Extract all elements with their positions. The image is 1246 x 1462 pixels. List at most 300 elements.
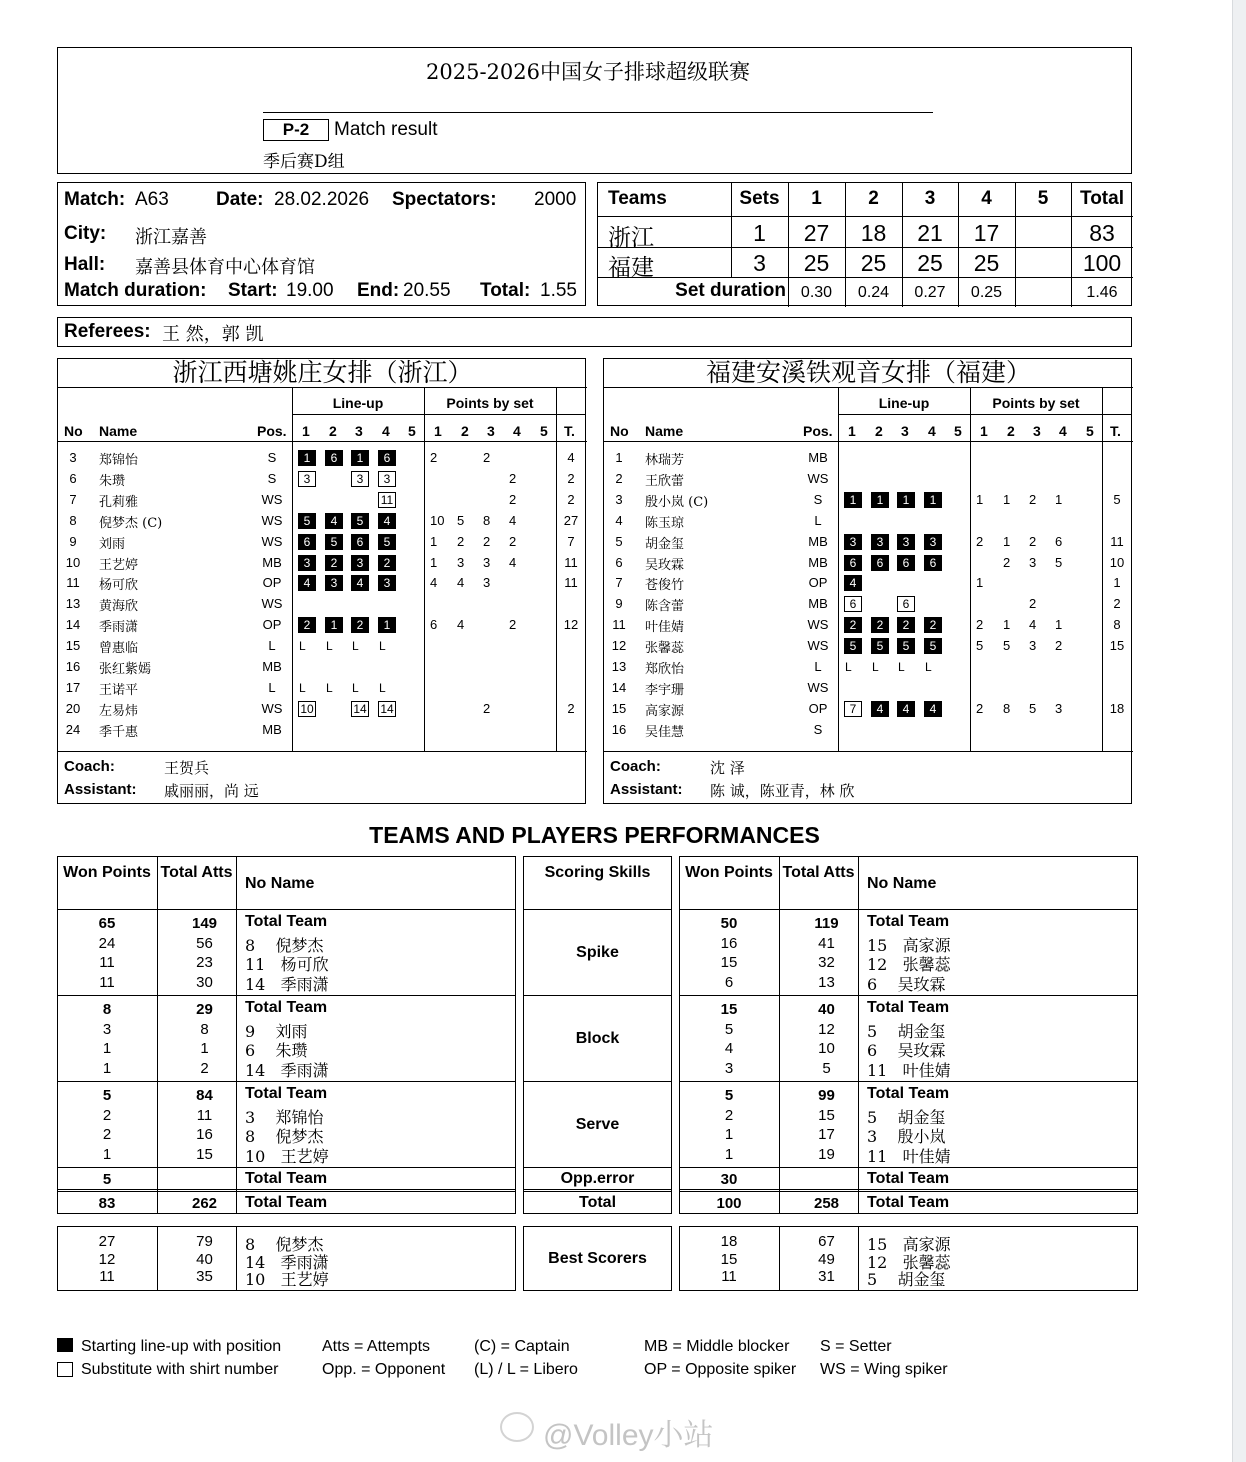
- set-header: 5: [954, 423, 962, 439]
- start-label: Start:: [228, 280, 278, 301]
- score-table: [597, 182, 1132, 306]
- match-label: Match:: [64, 189, 126, 210]
- total-atts: 149: [191, 915, 218, 932]
- score-cell: 18: [860, 220, 887, 246]
- player-position: L: [268, 638, 276, 654]
- player-name: 郑锦怡: [99, 453, 139, 468]
- set-points: 10: [430, 512, 445, 528]
- no-name-header: No Name: [867, 875, 937, 892]
- player-number: 14: [611, 679, 627, 695]
- player-position: S: [267, 450, 277, 465]
- set-points: 2: [509, 470, 517, 486]
- libero-mark: L: [326, 639, 333, 654]
- starting-position-box: 6: [351, 534, 369, 550]
- player-position: MB: [262, 554, 282, 570]
- won-points: 15: [720, 1001, 738, 1018]
- legend-mb: MB = Middle blocker: [644, 1338, 790, 1355]
- player-row: [58, 595, 587, 615]
- player-position: WS: [261, 491, 283, 507]
- perf-line: [523, 1191, 672, 1192]
- set-points: 2: [483, 533, 491, 549]
- player-entry: 8 倪梦杰: [245, 935, 324, 955]
- player-row: [604, 574, 1133, 594]
- player-entry: 14 季雨潇: [245, 1061, 329, 1081]
- player-row: [604, 470, 1133, 490]
- perf-line: [523, 1189, 672, 1190]
- end-label: End:: [357, 280, 400, 301]
- set-duration-label: Set duration: [675, 280, 786, 301]
- starting-position-box: 5: [351, 513, 369, 529]
- player-entry: 12 张馨蕊: [867, 1252, 951, 1272]
- weibo-logo-icon: [500, 1412, 534, 1442]
- legend-captain: (C) = Captain: [474, 1338, 570, 1355]
- score-cell: 100: [1082, 250, 1122, 276]
- player-entry: 8 倪梦杰: [245, 1235, 324, 1254]
- player-entry: 14 季雨潇: [245, 1252, 329, 1272]
- player-name: 吴佳慧: [645, 724, 685, 740]
- assistant-label: Assistant:: [64, 781, 137, 798]
- player-number: 6: [615, 554, 623, 570]
- total-atts: 49: [818, 1250, 835, 1268]
- player-name: 苍俊竹: [645, 578, 685, 594]
- player-total: 2: [567, 700, 575, 716]
- perf-line: [779, 1226, 780, 1291]
- skill-label: Total: [578, 1194, 617, 1211]
- set-points: 3: [483, 554, 491, 570]
- set-header: 4: [382, 423, 390, 439]
- total-atts: 2: [200, 1060, 209, 1078]
- total-header: T.: [1110, 423, 1121, 439]
- roster-line: [58, 751, 587, 752]
- perf-line: [523, 909, 672, 910]
- player-position: OP: [262, 617, 282, 633]
- player-entry: Total Team: [867, 1170, 950, 1187]
- set-points: 1: [1055, 491, 1063, 507]
- assistant-names: 陈 诚，陈亚青，林 欣: [710, 782, 855, 800]
- set-points: 8: [483, 512, 491, 528]
- set-points: 1: [1055, 617, 1063, 633]
- starting-position-box: 2: [351, 617, 369, 633]
- player-total: 4: [567, 450, 575, 465]
- player-number: 13: [611, 659, 627, 674]
- player-number: 7: [615, 575, 623, 591]
- player-name: 朱瓒: [99, 473, 126, 489]
- player-name: 王欣蕾: [645, 473, 685, 489]
- player-entry: 12 张馨蕊: [867, 955, 951, 975]
- starting-position-box: 4: [378, 513, 396, 529]
- set-points: 2: [1055, 638, 1063, 654]
- perf-line: [57, 1167, 516, 1168]
- total-atts-header: Total Atts: [160, 864, 233, 881]
- total-header: T.: [564, 423, 575, 439]
- starting-position-box: 3: [844, 534, 862, 550]
- won-points: 5: [724, 1087, 734, 1104]
- perf-line: [679, 1189, 1138, 1190]
- hall-value: 嘉善县体育中心体育馆: [135, 257, 315, 278]
- legend-empty-square: [57, 1362, 73, 1377]
- perf-line: [679, 995, 1138, 996]
- starting-position-box: 2: [298, 617, 316, 633]
- end-time: 20.55: [403, 280, 451, 301]
- won-points: 5: [102, 1171, 112, 1188]
- score-header: 5: [1037, 188, 1049, 209]
- player-position: WS: [807, 638, 829, 654]
- libero-mark: L: [326, 680, 333, 695]
- player-row: [58, 658, 587, 678]
- set-header: 5: [1086, 423, 1094, 439]
- score-header: 3: [924, 188, 936, 209]
- player-name: 孔莉雅: [99, 494, 139, 510]
- total-atts: 29: [196, 1001, 213, 1018]
- player-total: 5: [1113, 491, 1121, 507]
- roster-line: [58, 387, 587, 388]
- player-row: [604, 533, 1133, 553]
- set-points: 1: [976, 575, 984, 591]
- total-atts: 35: [196, 1268, 213, 1285]
- watermark-text: @Volley小站: [543, 1419, 714, 1452]
- spectators-value: 2000: [534, 189, 577, 210]
- player-position: WS: [807, 679, 829, 695]
- won-points: 3: [724, 1060, 734, 1078]
- set-header: 5: [408, 423, 416, 439]
- city-value: 浙江嘉善: [135, 227, 207, 248]
- libero-mark: L: [898, 660, 905, 674]
- set-header: 3: [1033, 423, 1041, 439]
- player-name: 高家源: [645, 703, 685, 719]
- document-code: P-2: [263, 119, 329, 141]
- player-total: 11: [1110, 533, 1124, 549]
- lineup-header: Line-up: [878, 395, 930, 411]
- set-header: 4: [928, 423, 936, 439]
- player-entry: Total Team: [245, 1085, 328, 1102]
- score-cell: 25: [803, 250, 830, 276]
- won-points: 1: [724, 1146, 734, 1164]
- set-points: 5: [976, 638, 984, 654]
- score-cell: 3: [753, 250, 766, 276]
- total-atts: 23: [196, 954, 213, 972]
- set-header: 3: [901, 423, 909, 439]
- player-row: [58, 700, 587, 720]
- player-entry: 5 胡金玺: [867, 1270, 946, 1289]
- player-position: S: [267, 470, 277, 486]
- player-name: 叶佳婧: [645, 620, 685, 636]
- referees-names: 王 然，郭 凯: [162, 324, 264, 345]
- player-name: 曾惠临: [99, 641, 139, 657]
- score-cell: 1: [753, 220, 766, 246]
- libero-mark: L: [299, 680, 306, 695]
- player-name: 陈玉琼: [645, 515, 685, 531]
- set-points: 1: [976, 491, 984, 507]
- name-header: Name: [99, 423, 138, 439]
- player-entry: Total Team: [867, 913, 950, 930]
- set-points: 2: [976, 617, 984, 633]
- player-name: 林瑞芳: [645, 453, 685, 468]
- substitute-box: 3: [378, 471, 396, 487]
- player-row: [604, 512, 1133, 532]
- starting-position-box: 4: [871, 701, 889, 717]
- player-position: S: [813, 491, 823, 507]
- starting-position-box: 4: [897, 701, 915, 717]
- player-number: 3: [69, 450, 77, 465]
- player-number: 8: [69, 512, 77, 528]
- starting-position-box: 4: [924, 701, 942, 717]
- player-position: WS: [807, 470, 829, 486]
- total-atts: 84: [196, 1087, 213, 1104]
- set-points: 2: [483, 700, 491, 716]
- set-points: 5: [1029, 700, 1037, 716]
- set-points: 2: [1029, 491, 1037, 507]
- won-points: 11: [99, 1268, 115, 1285]
- player-name: 倪梦杰 (C): [99, 515, 163, 531]
- assistant-names: 戚丽丽，尚 远: [164, 782, 259, 800]
- set-header: 4: [513, 423, 521, 439]
- player-position: MB: [808, 450, 828, 465]
- starting-position-box: 5: [924, 638, 942, 654]
- referees-box: [57, 317, 1132, 347]
- starting-position-box: 6: [897, 555, 915, 571]
- player-name: 李宇珊: [645, 682, 685, 698]
- player-position: OP: [808, 575, 828, 591]
- total-atts: 10: [818, 1040, 835, 1058]
- perf-line: [523, 1167, 672, 1168]
- total-duration: 1.55: [540, 280, 577, 301]
- player-entry: 14 季雨潇: [245, 975, 329, 995]
- document-title: Match result: [334, 119, 438, 140]
- player-number: 9: [69, 533, 77, 549]
- city-label: City:: [64, 223, 107, 244]
- roster-line: [604, 387, 1133, 388]
- set-points: 5: [1003, 638, 1011, 654]
- player-name: 张红紫嫣: [99, 662, 152, 677]
- set-header: 2: [461, 423, 469, 439]
- player-total: 2: [1113, 596, 1121, 612]
- player-name: 王艺婷: [99, 557, 139, 573]
- starting-position-box: 3: [871, 534, 889, 550]
- player-entry: 15 高家源: [867, 935, 951, 955]
- won-points: 50: [720, 915, 738, 932]
- player-entry: 5 胡金玺: [867, 1107, 946, 1127]
- player-position: MB: [262, 659, 282, 674]
- duration-label: Match duration:: [64, 280, 207, 301]
- date-label: Date:: [216, 189, 264, 210]
- player-position: WS: [261, 700, 283, 716]
- pos-header: Pos.: [803, 423, 833, 439]
- starting-position-box: 5: [897, 638, 915, 654]
- libero-mark: L: [352, 680, 359, 695]
- points-header: Points by set: [992, 395, 1080, 411]
- set-points: 2: [509, 617, 517, 633]
- total-atts: 15: [196, 1146, 213, 1164]
- total-atts: 31: [818, 1268, 835, 1285]
- set-points: 3: [1055, 700, 1063, 716]
- won-points: 16: [720, 934, 738, 952]
- substitute-box: 11: [378, 492, 396, 508]
- team-b-roster: [603, 358, 1132, 804]
- player-name: 季雨潇: [99, 620, 139, 636]
- set-header: 3: [355, 423, 363, 439]
- libero-mark: L: [872, 660, 879, 674]
- score-header: Sets: [739, 188, 780, 209]
- player-row: [604, 721, 1133, 741]
- libero-mark: L: [299, 639, 306, 654]
- set-points: 2: [483, 450, 491, 465]
- won-points: 15: [720, 954, 738, 972]
- player-number: 15: [65, 638, 81, 654]
- won-points: 11: [99, 974, 115, 992]
- player-row: [58, 470, 587, 490]
- player-name: 左易炜: [99, 703, 139, 719]
- set-points: 4: [457, 575, 465, 591]
- libero-mark: L: [352, 639, 359, 654]
- player-entry: 8 倪梦杰: [245, 1127, 324, 1147]
- player-row: [58, 491, 587, 511]
- pos-header: Pos.: [257, 423, 287, 439]
- player-entry: 6 吴玫霖: [867, 1041, 946, 1061]
- total-atts: 119: [814, 915, 839, 932]
- won-points: 8: [102, 1001, 112, 1018]
- perf-line: [157, 1226, 158, 1291]
- player-number: 14: [65, 617, 81, 633]
- player-entry: 10 王艺婷: [245, 1147, 329, 1167]
- player-position: WS: [261, 512, 283, 528]
- header-box: [57, 47, 1132, 174]
- total-atts: 67: [818, 1233, 835, 1250]
- player-number: 16: [65, 659, 81, 674]
- starting-position-box: 2: [924, 617, 942, 633]
- coach-name: 沈 泽: [710, 759, 745, 777]
- set-duration-cell: 0.30: [800, 284, 833, 301]
- starting-position-box: 1: [351, 450, 369, 466]
- player-row: [58, 512, 587, 532]
- player-name: 张馨蕊: [645, 641, 685, 657]
- set-header: 1: [848, 423, 856, 439]
- set-header: 2: [1007, 423, 1015, 439]
- set-points: 8: [1003, 700, 1011, 716]
- player-position: OP: [262, 575, 282, 591]
- player-number: 13: [65, 596, 81, 612]
- score-team-name: 福建: [608, 255, 654, 281]
- player-total: 27: [563, 512, 579, 528]
- player-number: 2: [615, 470, 623, 486]
- starting-position-box: 6: [924, 555, 942, 571]
- score-header: 1: [811, 188, 822, 209]
- player-entry: 9 刘雨: [245, 1021, 308, 1041]
- starting-position-box: 3: [897, 534, 915, 550]
- starting-position-box: 1: [924, 492, 942, 508]
- player-name: 郑欣怡: [645, 662, 685, 677]
- player-name: 吴玫霖: [645, 557, 685, 573]
- player-number: 11: [612, 617, 626, 633]
- player-row: [58, 679, 587, 699]
- lineup-header: Line-up: [332, 395, 384, 411]
- starting-position-box: 3: [351, 555, 369, 571]
- roster-line: [604, 751, 1133, 752]
- coach-name: 王贺兵: [164, 759, 210, 777]
- player-entry: 6 朱瓒: [245, 1041, 308, 1061]
- player-number: 12: [611, 638, 627, 654]
- player-number: 4: [615, 512, 623, 528]
- won-points: 2: [724, 1106, 734, 1124]
- player-total: 15: [1109, 638, 1125, 654]
- player-position: L: [814, 659, 822, 674]
- player-entry: 6 吴玫霖: [867, 975, 946, 995]
- substitute-box: 6: [897, 596, 915, 612]
- won-points: 5: [724, 1020, 734, 1038]
- page-scrollbar-strip[interactable]: [1232, 0, 1246, 1462]
- player-number: 24: [65, 721, 81, 737]
- starting-position-box: 4: [351, 575, 369, 591]
- total-atts: 1: [200, 1040, 209, 1058]
- starting-position-box: 2: [897, 617, 915, 633]
- roster-line: [604, 441, 1133, 442]
- player-name: 刘雨: [99, 536, 126, 552]
- set-points: 2: [1029, 596, 1037, 612]
- perf-line: [679, 909, 1138, 910]
- player-entry: Total Team: [867, 999, 950, 1016]
- won-points: 1: [102, 1146, 112, 1164]
- stage-label: 季后赛D组: [263, 152, 345, 172]
- match-date: 28.02.2026: [274, 189, 370, 210]
- score-cell: 25: [973, 250, 1000, 276]
- player-total: 10: [1109, 554, 1125, 570]
- starting-position-box: 5: [298, 513, 316, 529]
- substitute-box: 14: [351, 701, 369, 717]
- no-header: No: [64, 423, 83, 439]
- won-points: 11: [721, 1268, 737, 1285]
- set-points: 4: [430, 575, 438, 591]
- won-points: 5: [102, 1087, 112, 1104]
- score-cell: 21: [917, 220, 943, 246]
- won-points: 12: [98, 1250, 116, 1268]
- starting-position-box: 3: [325, 575, 343, 591]
- skill-label: Opp.error: [560, 1170, 635, 1187]
- player-total: 12: [563, 617, 579, 633]
- set-points: 1: [1003, 617, 1011, 633]
- total-atts: 11: [196, 1106, 213, 1124]
- player-total: 7: [567, 533, 575, 549]
- score-cell: 27: [803, 220, 830, 246]
- player-row: [604, 595, 1133, 615]
- total-atts: 30: [196, 974, 213, 992]
- player-row: [604, 449, 1133, 469]
- player-row: [58, 533, 587, 553]
- name-header: Name: [645, 423, 684, 439]
- player-row: [604, 679, 1133, 699]
- skill-label: Spike: [576, 944, 619, 961]
- total-atts: 40: [818, 1001, 835, 1018]
- starting-position-box: 2: [325, 555, 343, 571]
- set-points: 2: [509, 533, 517, 549]
- won-points: 11: [99, 954, 115, 972]
- won-points: 4: [724, 1040, 734, 1058]
- set-header: 2: [875, 423, 883, 439]
- won-points-header: Won Points: [63, 864, 151, 881]
- set-header: 1: [434, 423, 442, 439]
- player-number: 7: [69, 491, 77, 507]
- total-atts: 56: [196, 934, 213, 952]
- libero-mark: L: [379, 680, 386, 695]
- set-points: 2: [430, 450, 438, 465]
- set-header: 1: [980, 423, 988, 439]
- player-entry: 11 叶佳婧: [867, 1147, 951, 1167]
- libero-mark: L: [379, 639, 386, 654]
- starting-position-box: 3: [924, 534, 942, 550]
- won-points: 2: [102, 1126, 112, 1144]
- won-points: 83: [98, 1195, 116, 1212]
- score-header: Teams: [608, 188, 667, 209]
- player-number: 10: [65, 554, 81, 570]
- substitute-box: 10: [298, 701, 316, 717]
